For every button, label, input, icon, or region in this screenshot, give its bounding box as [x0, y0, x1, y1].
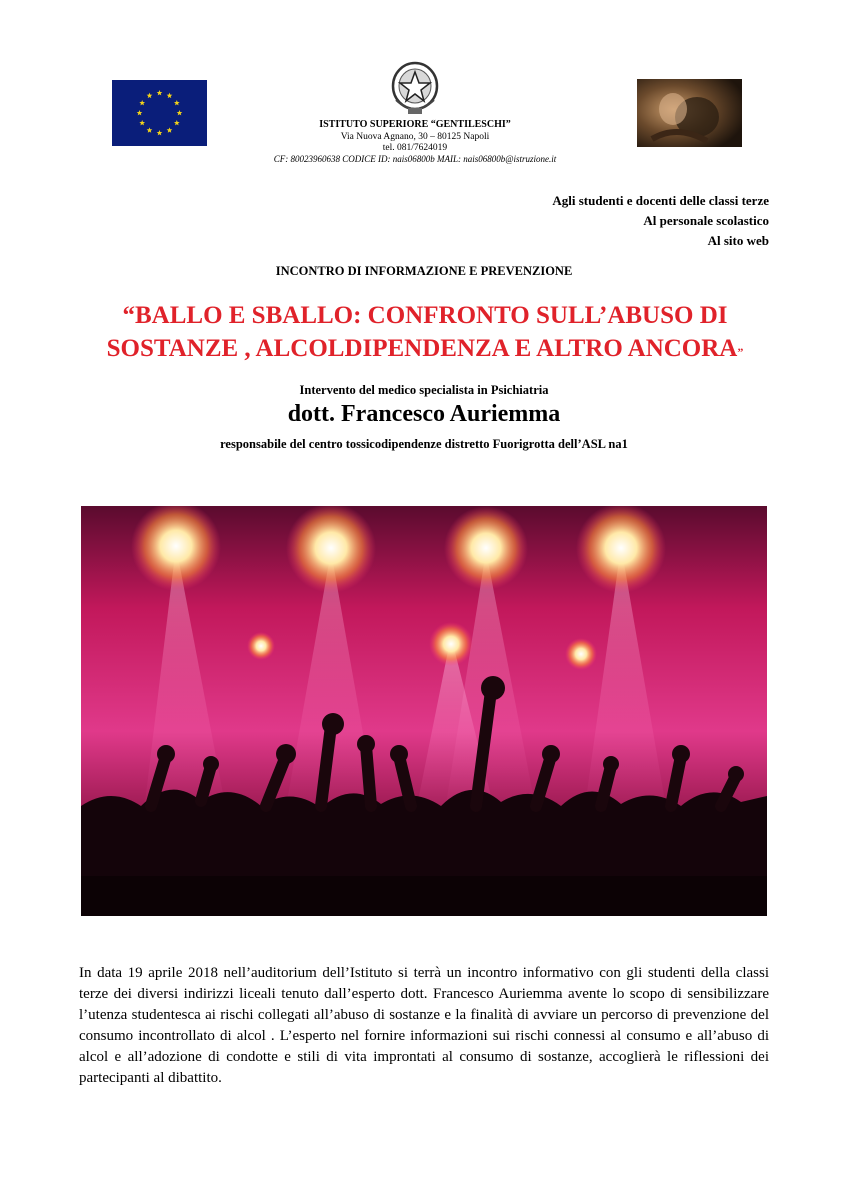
- event-title-line-2: SOSTANZE , ALCOLDIPENDENZA E ALTRO ANCORA: [106, 335, 738, 362]
- recipient-line: Al personale scolastico: [643, 213, 769, 228]
- event-title: [60, 299, 790, 369]
- portrait-photo: [637, 79, 742, 147]
- speaker-affiliation: responsabile del centro tossicodipendenze distretto Fuorigrotta dell’ASL na1: [220, 437, 628, 451]
- institute-phone: tel. 081/7624019: [382, 143, 448, 153]
- speaker-role: Intervento del medico specialista in Psichiatria: [299, 383, 549, 397]
- speaker-name: dott. Francesco Auriemma: [287, 401, 561, 427]
- eu-flag-icon: [112, 80, 207, 146]
- institute-codes: CF: 80023960638 CODICE ID: nais06800b MAIL: nais06800b@istruzione.it: [273, 154, 557, 164]
- event-title-close-quote: ”: [737, 345, 744, 359]
- italian-republic-emblem-icon: [390, 60, 440, 117]
- event-title-line-1: “BALLO E SBALLO: CONFRONTO SULL’ABUSO DI: [122, 302, 728, 329]
- recipient-line: Al sito web: [707, 233, 769, 248]
- institute-name: ISTITUTO SUPERIORE “GENTILESCHI”: [319, 119, 511, 130]
- recipient-line: Agli studenti e docenti delle classi terze: [552, 193, 769, 208]
- concert-crowd-photo: [81, 506, 767, 916]
- recipients-list: [552, 191, 769, 251]
- body-paragraph: In data 19 aprile 2018 nell’auditorium dell’Istituto si terrà un incontro informativo con gli studenti della classi terze dei diversi indirizzi liceali tenuto dall’esperto dott. Francesco Auriemma avente lo scopo di sensibilizzare l’utenza studentesca ai rischi collegati all’abuso di sostanze e la finalità di avviare un percorso di prevenzione del consumo incontrollato di alcol . L’esperto nel fornire informazioni sui rischi connessi al consumo e all’abuso di alcol e all’adozione di condotte e stili di vita improntati al consumo di sostanze, accoglierà le riflessioni dei partecipanti al dibattito.: [79, 965, 769, 1086]
- event-type-heading: INCONTRO DI INFORMAZIONE E PREVENZIONE: [275, 264, 573, 278]
- institute-address: Via Nuova Agnano, 30 – 80125 Napoli: [340, 132, 490, 142]
